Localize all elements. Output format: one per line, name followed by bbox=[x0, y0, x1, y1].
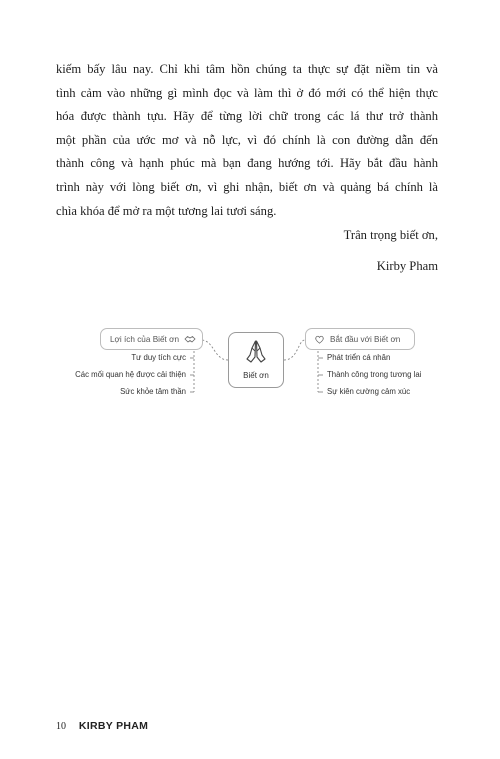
signature-name: Kirby Pham bbox=[376, 259, 438, 273]
benefits-title: Lợi ích của Biết ơn bbox=[110, 334, 179, 344]
body-line: chìa khóa để mở ra một tương lai tươi sáng. bbox=[56, 203, 277, 218]
start-box bbox=[305, 328, 415, 350]
body-paragraph bbox=[56, 58, 438, 223]
page-footer bbox=[56, 720, 148, 732]
benefit-item: Tư duy tích cực bbox=[131, 353, 186, 362]
body-line: kiếm bấy lâu nay. Chỉ khi tâm hồn chúng ta thực sự đặt niềm tin và bbox=[56, 62, 438, 76]
benefit-item: Sức khỏe tâm thần bbox=[120, 387, 186, 396]
benefit-item: Các mối quan hệ được cải thiện bbox=[75, 370, 186, 379]
body-line: hóa được thành tựu. Hãy để từng lời chữ trong các lá thư trở thành bbox=[56, 109, 438, 124]
body-line: trình này với lòng biết ơn, vì ghi nhận, biết ơn và quảng bá chính là bbox=[56, 179, 438, 194]
start-item: Phát triển cá nhân bbox=[327, 353, 391, 362]
praying-hands-icon bbox=[242, 339, 270, 365]
start-title: Bắt đầu với Biết ơn bbox=[330, 334, 401, 344]
heart-hands-icon bbox=[314, 334, 325, 345]
body-line: một phần của ước mơ và nỗ lực, vì đó chính là con đường dẫn đến bbox=[56, 132, 438, 147]
page-number: 10 bbox=[56, 721, 66, 732]
center-node bbox=[228, 332, 284, 388]
gratitude-mindmap bbox=[0, 318, 500, 418]
connector-right bbox=[284, 340, 305, 360]
start-item: Thành công trong tương lai bbox=[327, 370, 422, 379]
center-label: Biết ơn bbox=[243, 371, 269, 380]
connector-left bbox=[201, 340, 228, 360]
benefits-box bbox=[100, 328, 203, 350]
running-footer-author: KIRBY PHAM bbox=[78, 720, 149, 732]
body-line: tình cảm vào những gì mình đọc và làm thì ở đó mới có thể hiện thực bbox=[56, 85, 438, 100]
signature-closing: Trân trọng biết ơn, bbox=[343, 228, 438, 242]
start-item: Sự kiên cường cảm xúc bbox=[327, 387, 411, 396]
body-line: thành công và hạnh phúc mà bạn đang hướng tới. Hãy bắt đầu hành bbox=[56, 156, 438, 171]
handshake-icon bbox=[184, 333, 196, 345]
